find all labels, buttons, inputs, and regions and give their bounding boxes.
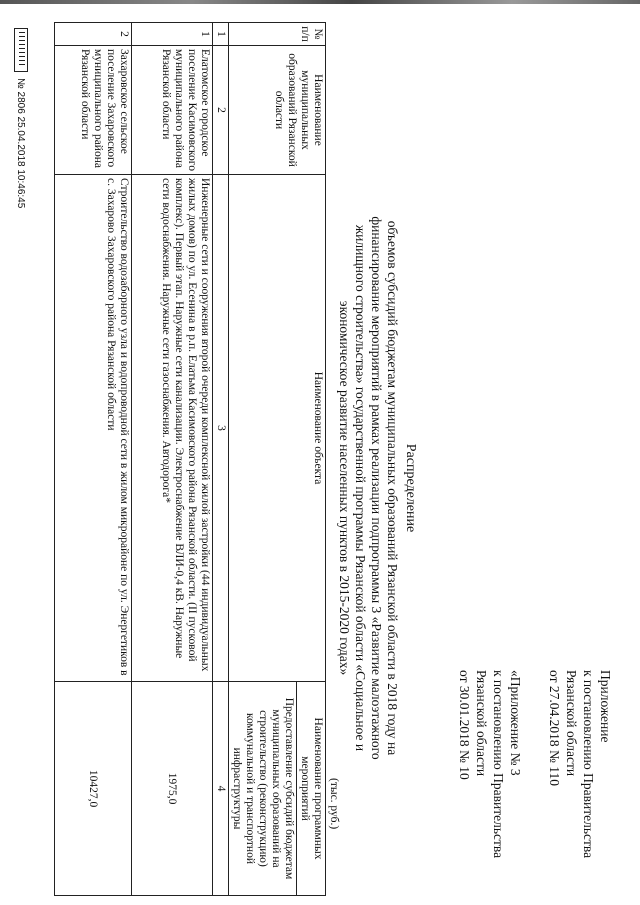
appendix-prev-line: Рязанской области — [474, 670, 489, 777]
title-line: жилищного строительства» государственной программы Рязанской области «Социальное и — [353, 224, 368, 752]
row-amount: 1975,0 — [132, 682, 213, 896]
appendix-prev-block — [456, 670, 524, 880]
appendix-block — [546, 670, 614, 880]
table-row — [132, 23, 213, 896]
title-line: экономическое развитие населенных пунктов в 2015-2020 годах» — [337, 300, 352, 676]
header-program-group: Наименование программных мероприятий — [297, 682, 326, 896]
row-object: Строительство водозаборного узла и водопроводной сети в жилом микрорайоне по ул. Энергетиков в с. Захарово Захаровского района Рязанской области — [55, 175, 132, 682]
appendix-line: к постановлению Правительства — [581, 670, 596, 859]
row-amount: 10427,0 — [55, 682, 132, 896]
stamp-text: № 2806 25.04.2018 10:46:45 — [15, 78, 27, 209]
col-number: 2 — [213, 46, 229, 175]
header-program-text: Предоставление субсидий бюджетам муниципальных образований на строительство (реконструкцию) коммунальной и транспортной инфраструктуры — [229, 682, 297, 896]
barcode-icon — [14, 28, 28, 72]
appendix-prev-line: от 30.01.2018 № 10 — [457, 670, 472, 780]
subsidy-table — [54, 22, 326, 896]
table-row — [55, 23, 132, 896]
scan-edge — [0, 0, 640, 4]
col-number: 4 — [213, 682, 229, 896]
title-line: финансирование мероприятий в рамках реализации подпрограммы 3 «Развитие малоэтажного — [369, 216, 384, 760]
title-line: объемов субсидий бюджетам муниципальных образований Рязанской области в 2018 году на — [385, 220, 400, 756]
row-municipality: Захаровское сельское поселение Захаровского муниципального района Рязанской области — [55, 46, 132, 175]
col-number: 1 — [213, 23, 229, 46]
units-label: (тыс. руб.) — [328, 778, 340, 830]
appendix-prev-line: «Приложение № 3 — [508, 670, 523, 776]
appendix-prev-line: к постановлению Правительства — [491, 670, 506, 859]
appendix-line: Приложение — [598, 670, 613, 743]
appendix-line: Рязанской области — [564, 670, 579, 777]
row-num: 2 — [55, 23, 132, 46]
header-num: № п/п — [229, 23, 326, 46]
registration-stamp — [14, 28, 28, 208]
document-title — [336, 168, 418, 808]
row-object: Инженерные сети и сооружения второй очереди комплексной жилой застройки (44 индивидуальных жилых домов) по ул. Есенина в р.п. Елатьма Касимовского района Рязанской области. (II пусковой комплекс). Первый этап. Наружные сети канализации. Электроснабжение ВЛИ-0,4 кВ. Наружные сети водоснабжения. Наружные сети газоснабжения. Автодорога* — [132, 175, 213, 682]
header-municipality: Наименование муниципальных образований Рязанской области — [229, 46, 326, 175]
col-number: 3 — [213, 175, 229, 682]
header-object: Наименование объекта — [229, 175, 326, 682]
appendix-line: от 27.04.2018 № 110 — [547, 670, 562, 786]
table-header-row — [297, 23, 326, 896]
row-municipality: Елатомское городское поселение Касимовского муниципального района Рязанской области — [132, 46, 213, 175]
rotated-document-page — [12, 18, 628, 898]
column-number-row — [213, 23, 229, 896]
row-num: 1 — [132, 23, 213, 46]
title-heading: Распределение — [403, 443, 418, 533]
